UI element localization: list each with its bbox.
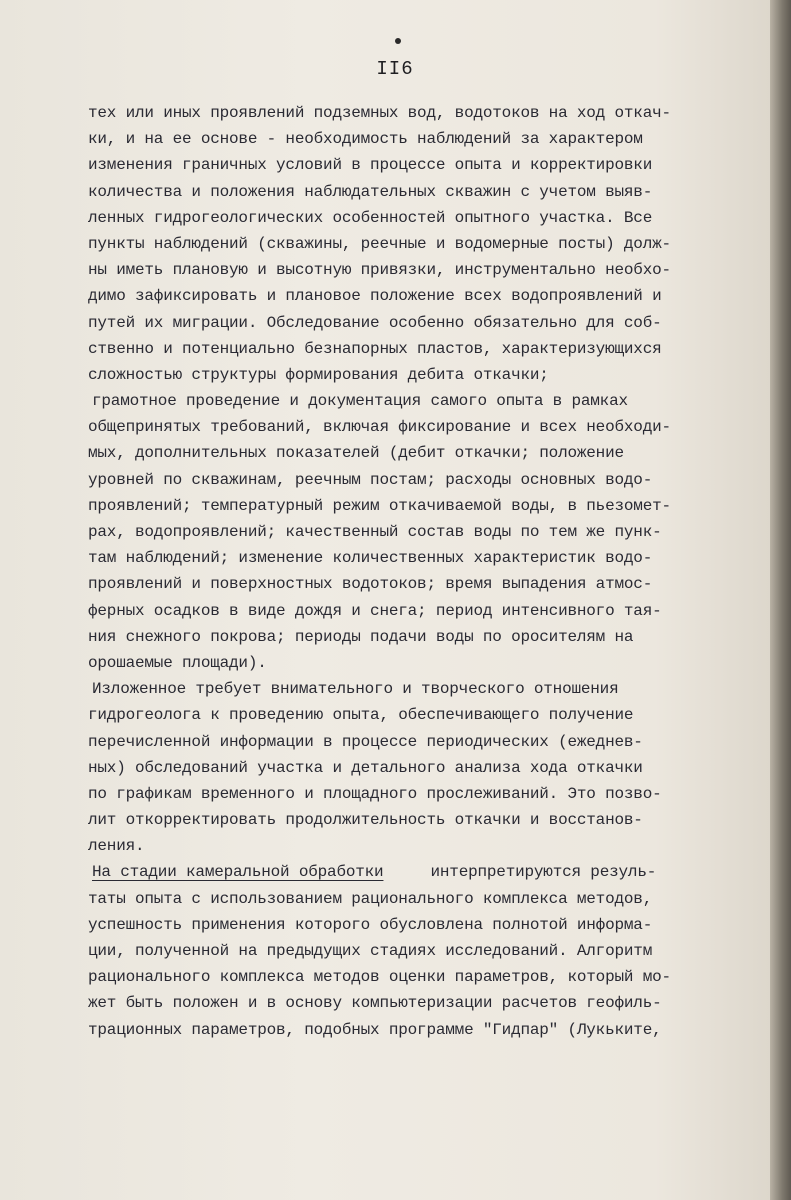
text-line: мых, дополнительных показателей (дебит откачки; положение [88, 444, 624, 463]
text-line: тех или иных проявлений подземных вод, водотоков на ход откач- [88, 104, 671, 122]
text-line: путей их миграции. Обследование особенно обязательно для соб- [88, 313, 662, 332]
text-line: рационального комплекса методов оценки параметров, который мо- [88, 968, 671, 987]
binding-edge-shadow [770, 0, 791, 1200]
text-line: успешность применения которого обусловлена полнотой информа- [88, 915, 653, 934]
text-line: ленных гидрогеологических особенностей опытного участка. Все [88, 208, 653, 227]
text-line: изменения граничных условий в процессе опыта и корректировки [88, 156, 653, 175]
text-fragment: интерпретируются резуль- [430, 863, 657, 882]
text-line: рах, водопроявлений; качественный состав воды по тем же пунк- [88, 523, 662, 541]
page-number: II6 [376, 58, 414, 80]
text-line: там наблюдений; изменение количественных характеристик водо- [88, 549, 653, 568]
text-line: уровней по скважинам, реечным постам; расходы основных водо- [88, 470, 653, 489]
text-line: проявлений и поверхностных водотоков; время выпадения атмос- [88, 575, 653, 594]
text-line: жет быть положен и в основу компьютеризации расчетов геофиль- [88, 994, 662, 1013]
text-line: ки, и на ее основе - необходимость наблюдений за характером [88, 130, 643, 149]
text-line: ния снежного покрова; периоды подачи воды по оросителям на [88, 627, 634, 646]
text-line: по графикам временного и площадного прослеживаний. Это позво- [88, 784, 662, 803]
text-line: ных) обследований участка и детального анализа хода откачки [88, 758, 643, 777]
underlined-heading-phrase: На стадии камеральной обработки [92, 863, 384, 882]
text-line: проявлений; температурный режим откачиваемой воды, в пьезомет- [88, 496, 671, 515]
punch-hole-mark [395, 38, 401, 44]
text-line: ферных осадков в виде дождя и снега; период интенсивного тая- [88, 601, 662, 620]
text-line: ления. [88, 837, 145, 856]
text-line: трационных параметров, подобных программе "Гидпар" (Лукьките, [88, 1020, 662, 1039]
text-line: сложностью структуры формирования дебита откачки; [88, 365, 549, 384]
text-line: таты опыта с использованием рационального комплекса методов, [88, 889, 653, 908]
text-line: димо зафиксировать и плановое положение всех водопроявлений и [88, 287, 662, 306]
text-line: гидрогеолога к проведению опыта, обеспечивающего получение [88, 706, 634, 725]
text-line: пункты наблюдений (скважины, реечные и водомерные посты) долж- [88, 234, 671, 253]
paragraph-first-line: грамотное проведение и документация самого опыта в рамках [92, 392, 628, 411]
text-line: ны иметь плановую и высотную привязки, инструментально необхо- [88, 261, 671, 280]
text-line: лит откорректировать продолжительность откачки и восстанов- [88, 811, 643, 830]
paragraph-first-line: Изложенное требует внимательного и творческого отношения [92, 680, 619, 699]
text-line: орошаемые площади). [88, 653, 267, 672]
text-line: общепринятых требований, включая фиксирование и всех необходи- [88, 418, 671, 437]
text-fragment [393, 863, 421, 881]
text-line: перечисленной информации в процессе периодических (ежеднев- [88, 732, 643, 751]
paragraph-first-line [88, 859, 708, 885]
text-line: ственно и потенциально безнапорных пластов, характеризующихся [88, 339, 662, 358]
text-line: ции, полученной на предыдущих стадиях исследований. Алгоритм [88, 942, 653, 960]
text-line: количества и положения наблюдательных скважин с учетом выяв- [88, 182, 653, 201]
body-text [88, 100, 708, 1043]
